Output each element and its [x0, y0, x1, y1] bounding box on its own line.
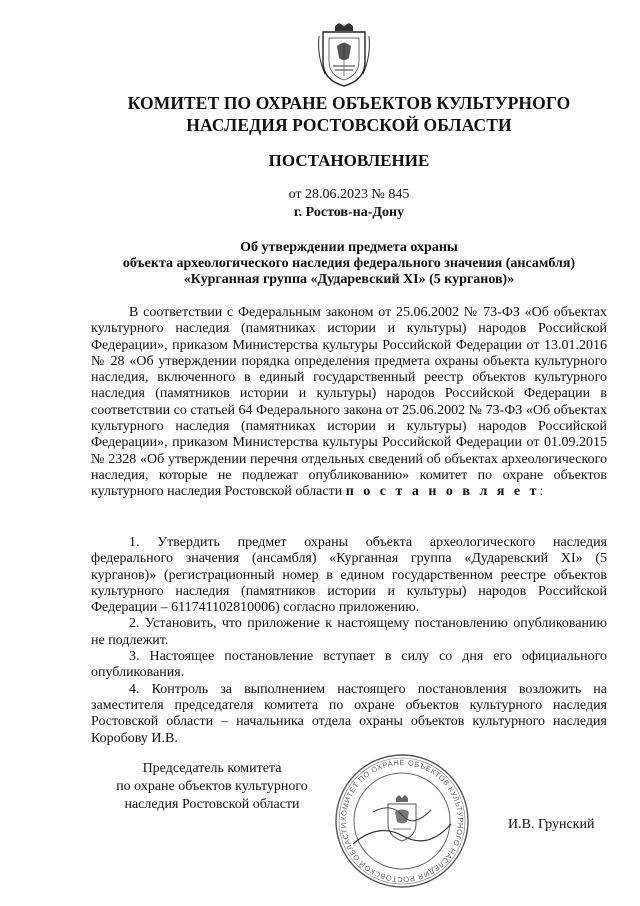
title-line-3: «Курганная группа «Дударевский XI» (5 курганов)» [183, 272, 515, 287]
official-seal-stamp [333, 752, 471, 890]
document-title [60, 240, 638, 288]
rostov-oblast-coat-of-arms-icon [315, 22, 373, 88]
resolution-item-1: 1. Утвердить предмет охраны объекта археологического наследия федерального значения (ансамбля) «Курганная группа «Дударевский XI» (5 курганов)» (регистрационный номер в едином государственном реестре объектов культурного наследия (памятников истории и культуры) народов Российской Федерации – 611741102810006) согласно приложению. [91, 535, 607, 616]
signatory-role-line-1: Председатель комитета [142, 761, 282, 776]
title-line-1: Об утверждении предмета охраны [240, 240, 458, 255]
authority-line-1: КОМИТЕТ ПО ОХРАНЕ ОБЪЕКТОВ КУЛЬТУРНОГО [127, 93, 571, 113]
resolution-item-3: 3. Настоящее постановление вступает в силу со дня его официального опубликования. [91, 649, 607, 681]
preamble-text: В соответствии с Федеральным законом от 25.06.2002 № 73-ФЗ «Об объектах культурного наследия (памятниках истории и культуры) народов Российской Федерации», приказом Министерства культуры Российской Федерации от 13.01.2016 № 28 «Об утверждении порядка определения предмета охраны объекта культурного наследия, включенного в единый государственный реестр объектов культурного наследия (памятников истории и культуры) народов Российской Федерации в соответствии со статьей 64 Федерального закона от 25.06.2002 № 73-ФЗ «Об объектах культурного наследия (памятниках истории и культуры) народов Российской Федерации», приказом Министерства культуры Российской Федерации от 01.09.2015 № 2328 «Об утверждении перечня отдельных сведений об объектах археологического наследия, которые не подлежат опубликованию» комитет по охране объектов культурного наследия Ростовской области [91, 305, 607, 500]
resolution-item-4: 4. Контроль за выполнением настоящего постановления возложить на заместителя председателя комитета по охране объектов культурного наследия Ростовской области – начальника отдела охраны объектов культурного наследия Коробову И.В. [91, 681, 607, 746]
title-line-2: объекта археологического наследия федерального значения (ансамбля) [122, 256, 576, 271]
preamble-paragraph [91, 305, 607, 501]
authority-name [60, 92, 638, 136]
authority-line-2: НАСЛЕДИЯ РОСТОВСКОЙ ОБЛАСТИ [186, 115, 512, 135]
resolves-colon: : [539, 484, 544, 500]
resolves-word: п о с т а н о в л я е т [345, 484, 540, 500]
resolution-items [91, 535, 607, 747]
document-type: ПОСТАНОВЛЕНИЕ [268, 151, 430, 170]
signatory-role [96, 760, 328, 814]
signatory-name: И.В. Грунский [508, 817, 595, 832]
svg-text:КОМИТЕТ ПО ОХРАНЕ ОБЪЕКТОВ КУЛ: КОМИТЕТ ПО ОХРАНЕ ОБЪЕКТОВ КУЛЬТУРНОГО НАСЛЕДИЯ РОСТОВСКОЙ ОБЛАСТИ [338, 757, 466, 885]
date-and-number: от 28.06.2023 № 845 [288, 187, 410, 202]
city: г. Ростов-на-Дону [293, 205, 405, 220]
signatory-role-line-2: по охране объектов культурного [116, 779, 308, 794]
resolution-item-2: 2. Установить, что приложение к настоящему постановлению опубликованию не подлежит. [91, 616, 607, 648]
signatory-role-line-3: наследия Ростовской области [124, 797, 300, 812]
